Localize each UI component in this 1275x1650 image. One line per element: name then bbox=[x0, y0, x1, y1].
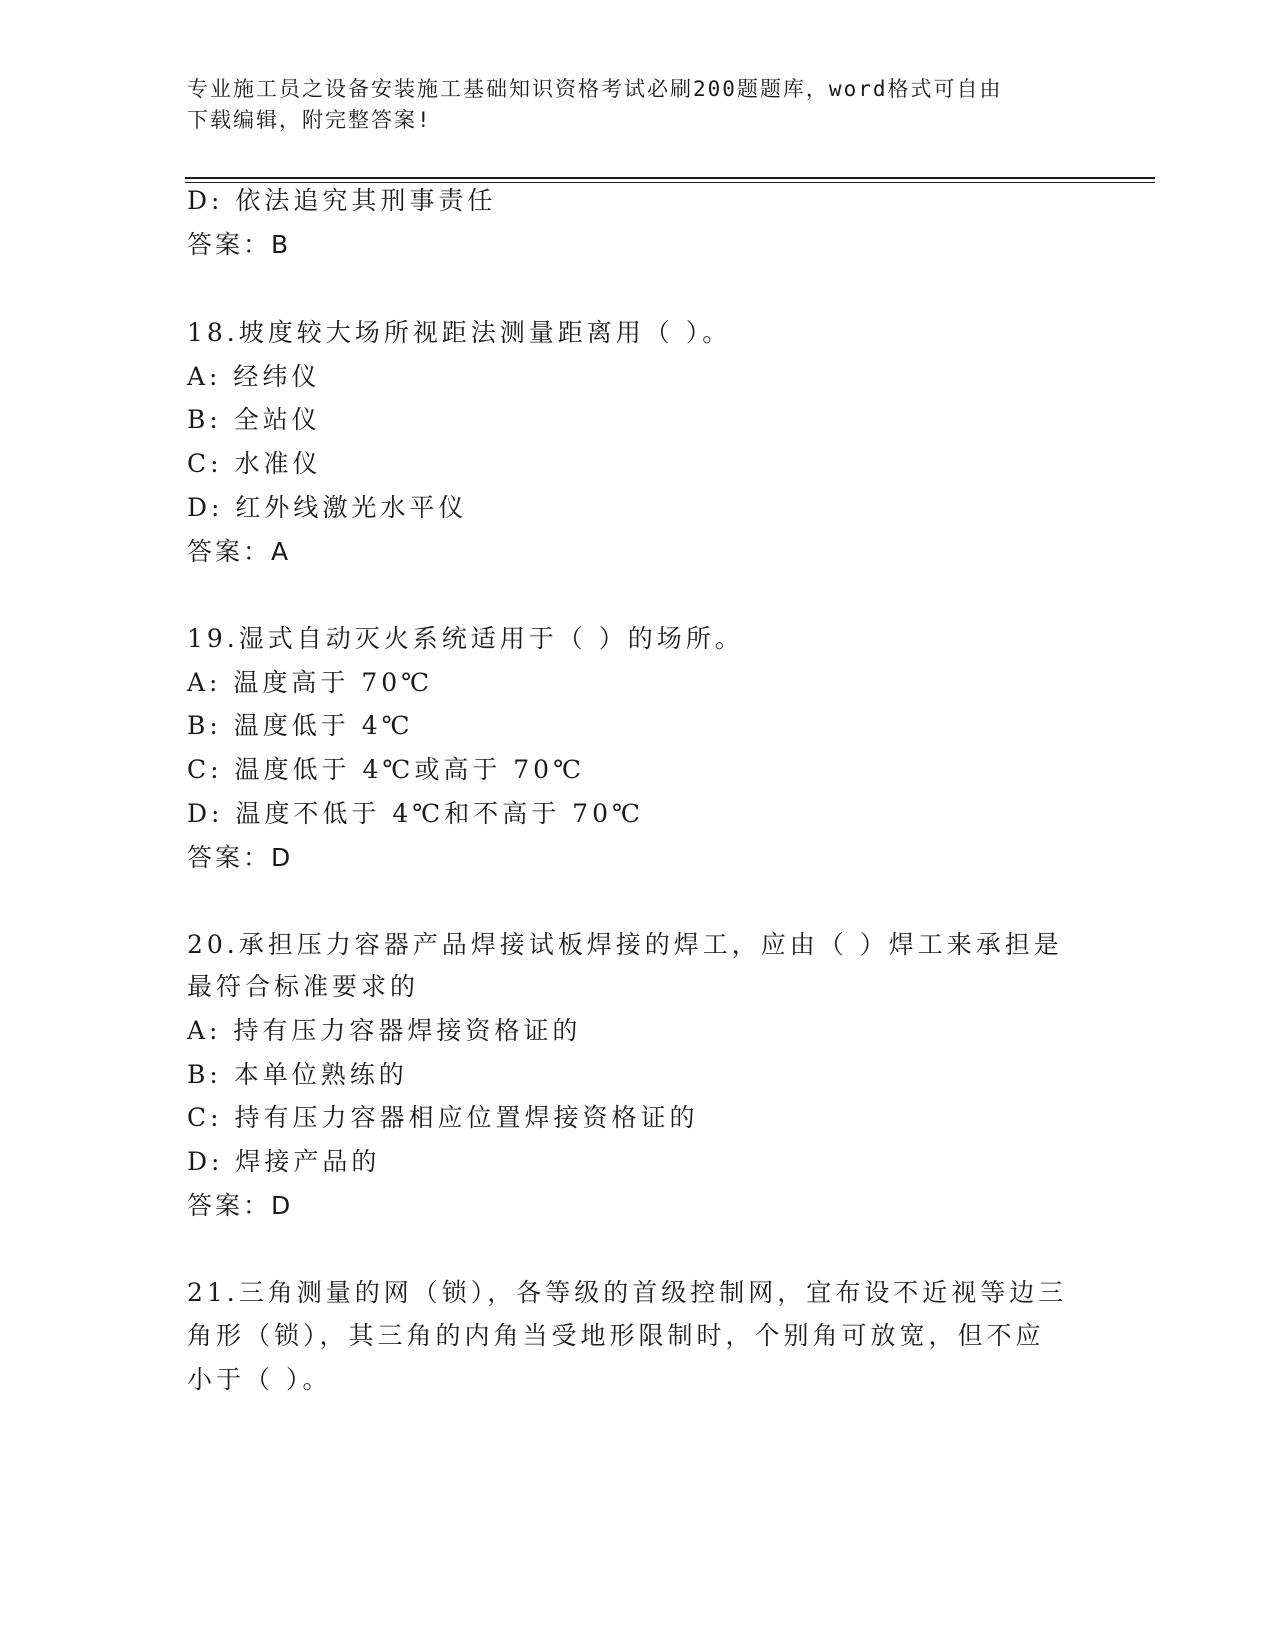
q18-option-c: C: 水准仪 bbox=[187, 449, 322, 478]
q18-option-b: B: 全站仪 bbox=[187, 405, 321, 434]
q18-answer bbox=[187, 535, 290, 569]
header-line-1: 专业施工员之设备安装施工基础知识资格考试必刷200题题库，word格式可自由 bbox=[187, 77, 1003, 101]
q20-option-c: C: 持有压力容器相应位置焊接资格证的 bbox=[187, 1103, 699, 1132]
q18-stem: 18.坡度较大场所视距法测量距离用（ ）。 bbox=[187, 318, 732, 347]
q21-stem-line-3: 小于（ ）。 bbox=[187, 1365, 332, 1394]
q20-option-b: B: 本单位熟练的 bbox=[187, 1060, 408, 1089]
q19-stem: 19.湿式自动灭火系统适用于（ ）的场所。 bbox=[187, 624, 744, 653]
answer-label: 答案： bbox=[187, 1191, 272, 1220]
answer-label: 答案： bbox=[187, 537, 272, 566]
answer-value: D bbox=[271, 1191, 293, 1220]
q18-option-a: A: 经纬仪 bbox=[187, 362, 321, 391]
q19-answer bbox=[187, 841, 292, 875]
q17-answer bbox=[187, 228, 290, 262]
q19-option-b: B: 温度低于 4℃ bbox=[187, 711, 414, 740]
q21-stem-line-2: 角形（锁），其三角的内角当受地形限制时，个别角可放宽，但不应 bbox=[187, 1321, 1045, 1350]
answer-label: 答案： bbox=[187, 230, 272, 259]
q20-option-a: A: 持有压力容器焊接资格证的 bbox=[187, 1016, 582, 1045]
q20-stem-line-2: 最符合标准要求的 bbox=[187, 972, 420, 1001]
q17-option-d: D: 依法追究其刑事责任 bbox=[187, 186, 497, 215]
answer-value: D bbox=[271, 843, 293, 872]
header-rule-thin bbox=[185, 182, 1155, 183]
answer-value: A bbox=[271, 537, 291, 566]
q19-option-a: A: 温度高于 70℃ bbox=[187, 668, 434, 697]
q21-stem-line-1: 21.三角测量的网（锁），各等级的首级控制网，宜布设不近视等边三 bbox=[187, 1278, 1068, 1307]
q20-stem-line-1: 20.承担压力容器产品焊接试板焊接的焊工，应由（ ）焊工来承担是 bbox=[187, 930, 1063, 959]
q19-option-c: C: 温度低于 4℃或高于 70℃ bbox=[187, 755, 586, 784]
document-header bbox=[187, 74, 1067, 136]
q19-option-d: D: 温度不低于 4℃和不高于 70℃ bbox=[187, 799, 644, 828]
answer-label: 答案： bbox=[187, 843, 272, 872]
q20-answer bbox=[187, 1189, 292, 1223]
header-line-2: 下载编辑，附完整答案! bbox=[187, 108, 432, 132]
header-rule-thick bbox=[185, 177, 1155, 179]
q18-option-d: D: 红外线激光水平仪 bbox=[187, 493, 468, 522]
q20-option-d: D: 焊接产品的 bbox=[187, 1147, 381, 1176]
answer-value: B bbox=[271, 230, 291, 259]
